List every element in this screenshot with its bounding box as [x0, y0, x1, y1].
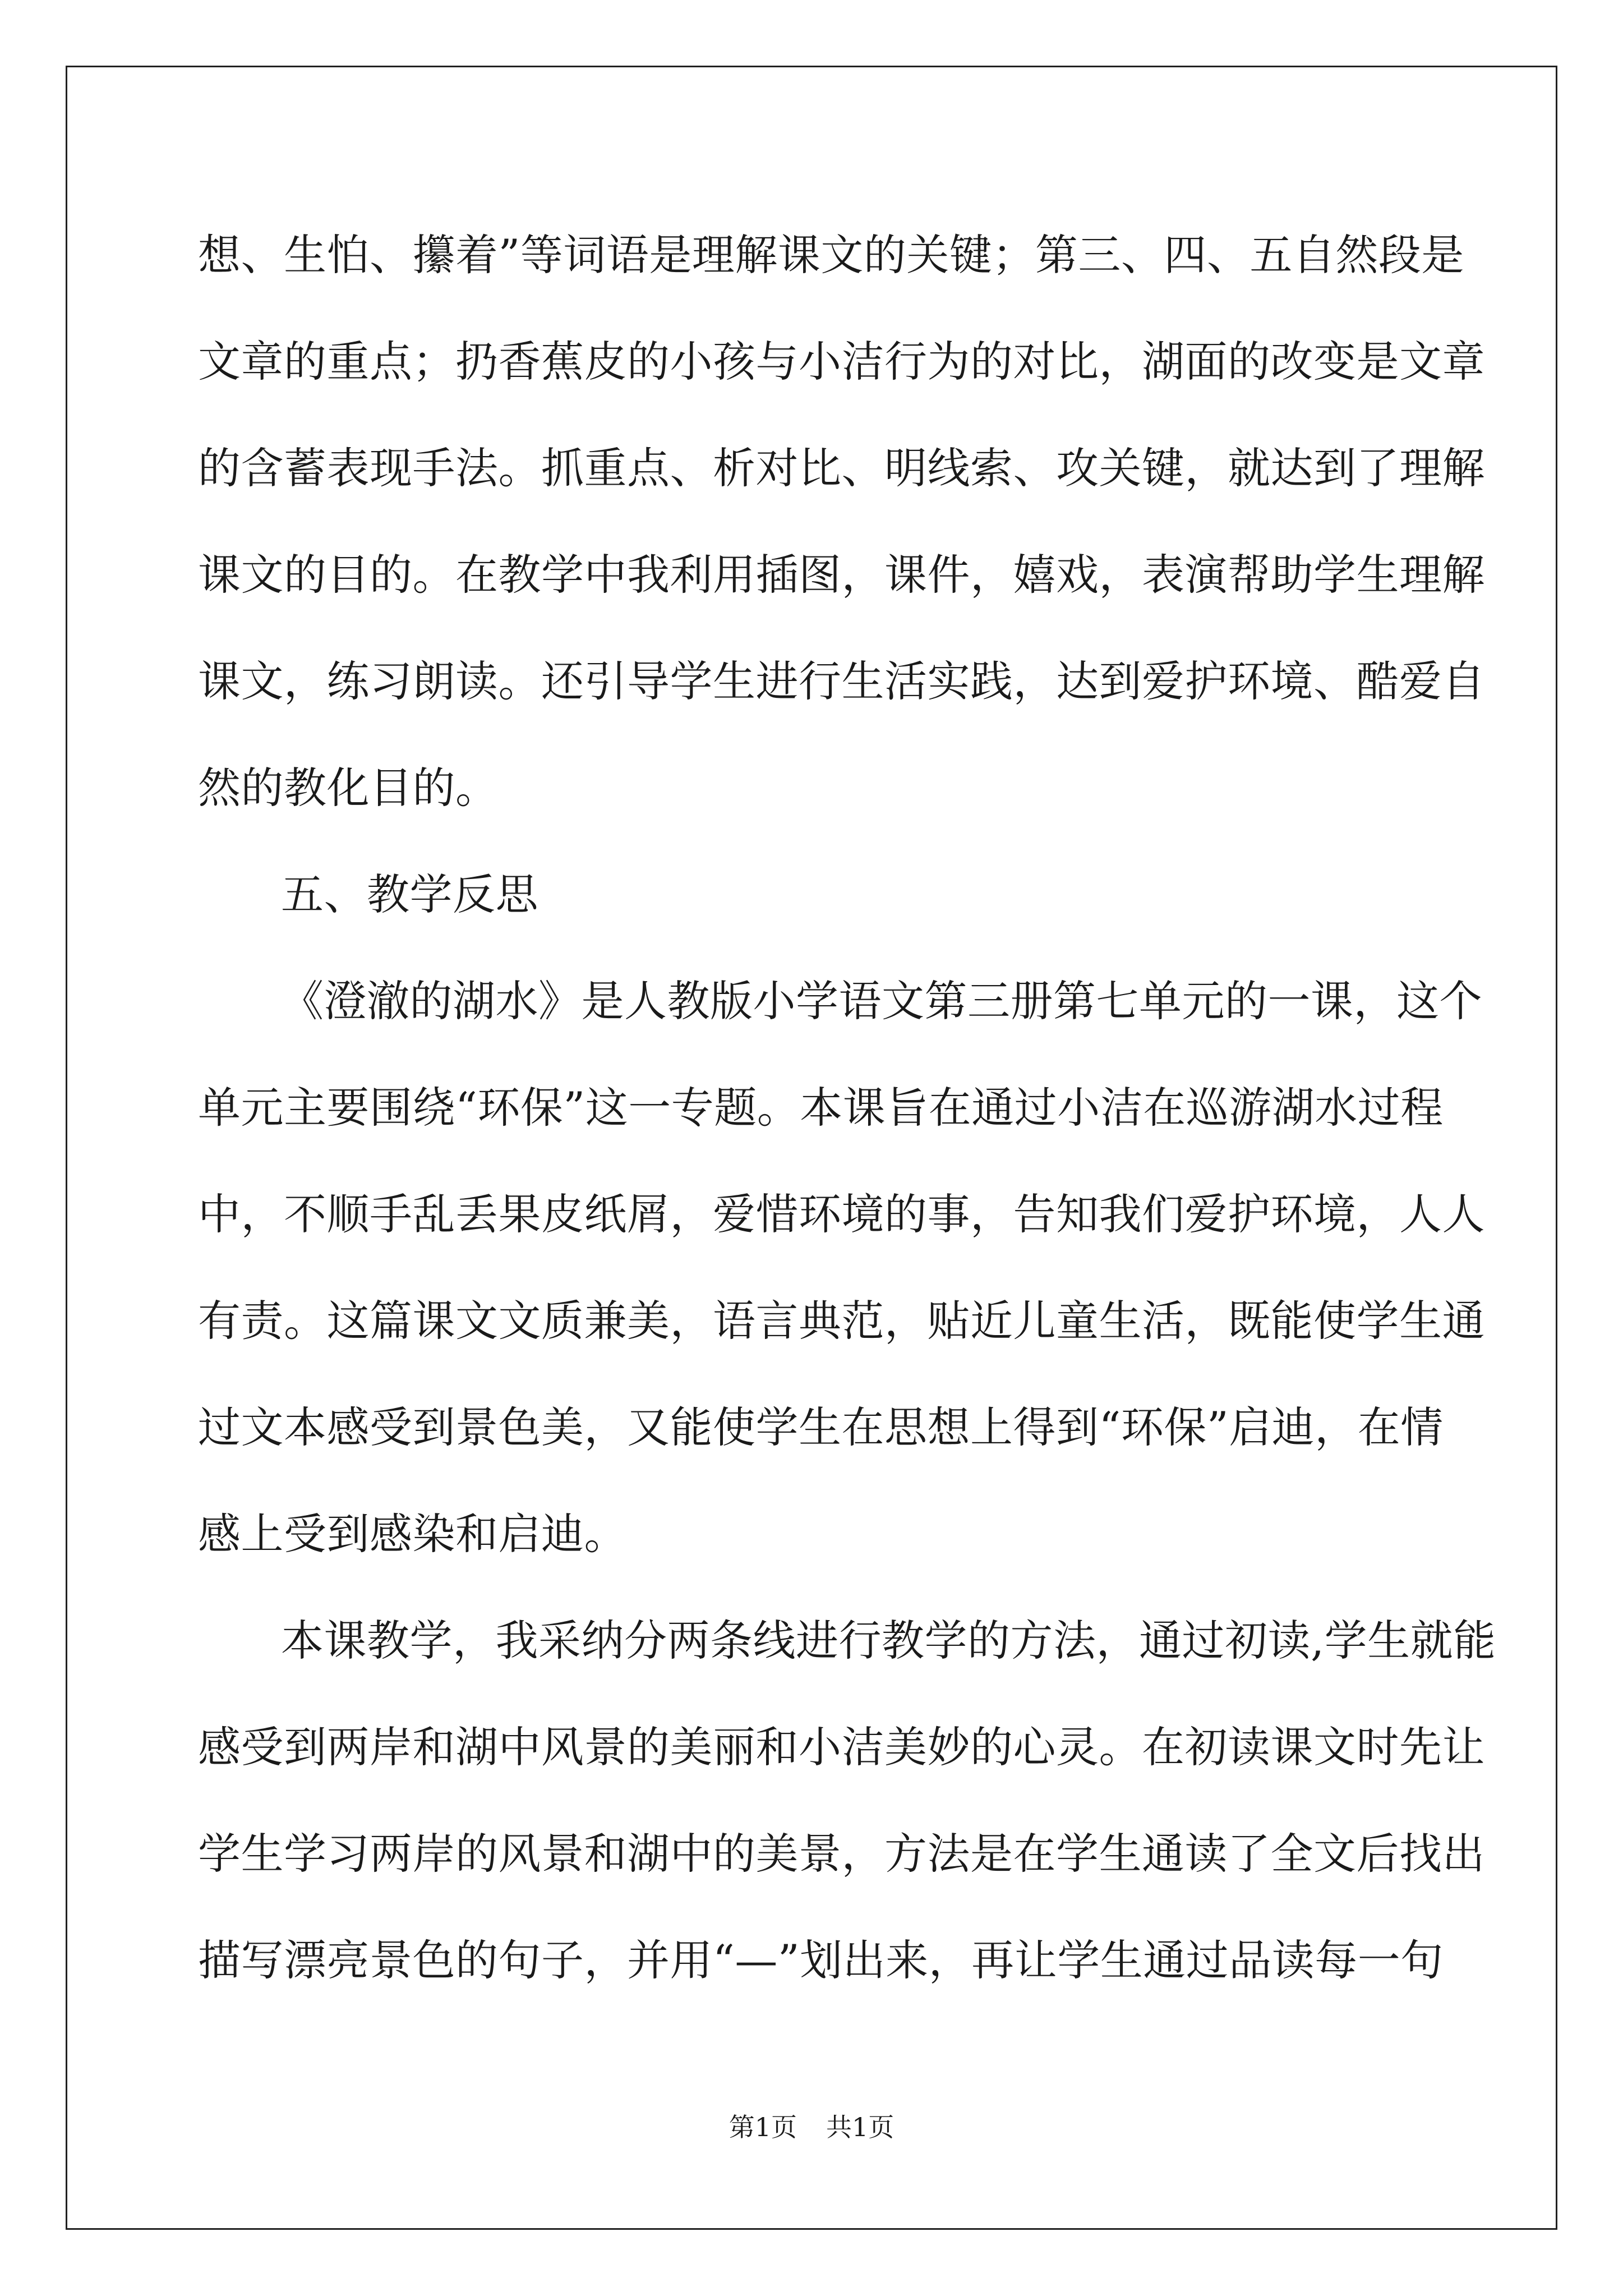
text-line: 感受到两岸和湖中风景的美丽和小洁美妙的心灵。在初读课文时先让	[198, 1722, 1485, 1772]
text-line: 有责。这篇课文文质兼美，语言典范，贴近儿童生活，既能使学生通	[198, 1296, 1485, 1346]
text-line: 的含蓄表现手法。抓重点、析对比、明线索、攻关键，就达到了理解	[198, 443, 1485, 493]
page-number-total: 共1页	[826, 2112, 895, 2142]
section-heading: 五、教学反思	[281, 869, 538, 919]
text-line: 想、生怕、攥着”等词语是理解课文的关键；第三、四、五自然段是	[198, 230, 1464, 280]
page-number-current: 第1页	[728, 2112, 797, 2142]
page-footer	[0, 2110, 1623, 2144]
text-line: 中，不顺手乱丢果皮纸屑，爱惜环境的事，告知我们爱护环境，人人	[198, 1189, 1485, 1239]
text-line: 本课教学，我采纳分两条线进行教学的方法，通过初读,学生就能	[281, 1616, 1496, 1665]
text-line: 然的教化目的。	[198, 763, 499, 813]
text-line: 描写漂亮景色的句子，并用“—”划出来，再让学生通过品读每一句	[198, 1935, 1444, 1985]
text-line: 课文，练习朗读。还引导学生进行生活实践，达到爱护环境、酷爱自	[198, 656, 1485, 706]
text-line: 过文本感受到景色美，又能使学生在思想上得到“环保”启迪，在情	[198, 1402, 1444, 1452]
text-line: 单元主要围绕“环保”这一专题。本课旨在通过小洁在巡游湖水过程	[198, 1083, 1444, 1133]
document-body	[198, 202, 1496, 2014]
text-line: 课文的目的。在教学中我利用插图，课件，嬉戏，表演帮助学生理解	[198, 550, 1485, 600]
text-line: 文章的重点；扔香蕉皮的小孩与小洁行为的对比，湖面的改变是文章	[198, 337, 1485, 386]
text-line: 学生学习两岸的风景和湖中的美景，方法是在学生通读了全文后找出	[198, 1829, 1485, 1879]
text-line: 感上受到感染和启迪。	[198, 1509, 627, 1559]
text-line: 《澄澈的湖水》是人教版小学语文第三册第七单元的一课，这个	[281, 976, 1482, 1026]
